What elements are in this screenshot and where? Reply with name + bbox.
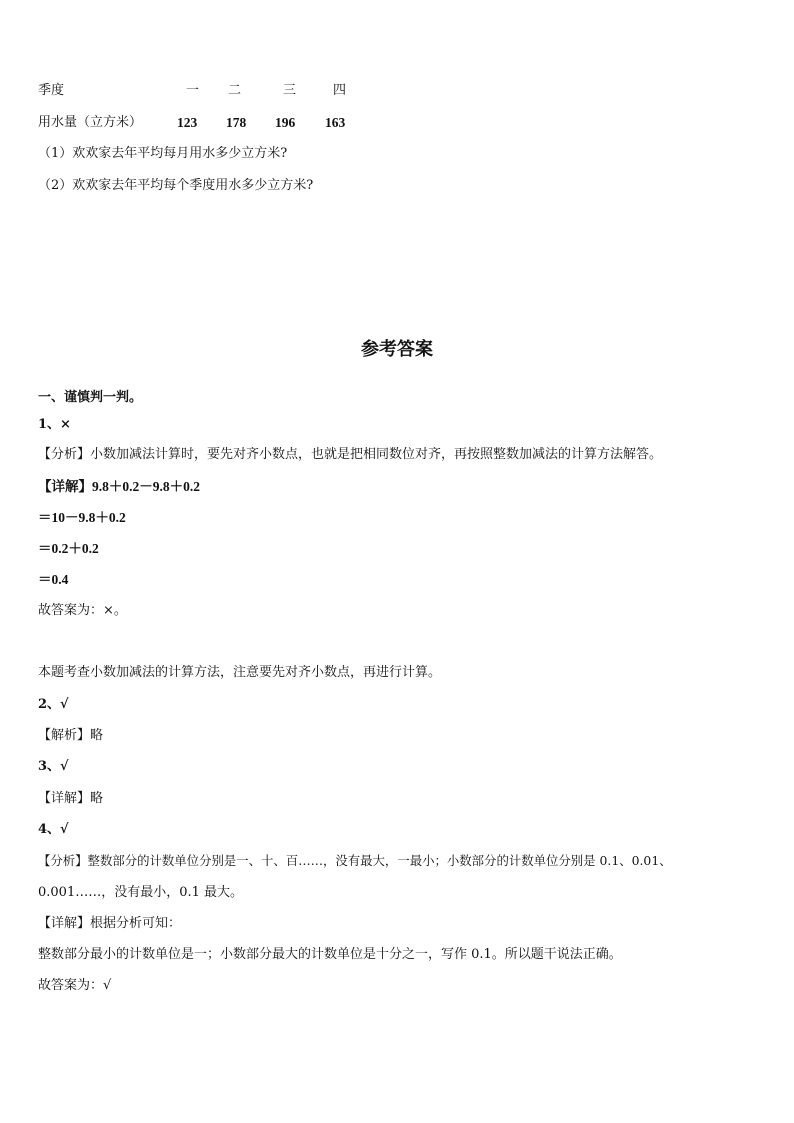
table-row1-label: 季度 [38, 83, 65, 98]
answer-1-step-1: ＝10－9.8＋0.2 [38, 510, 126, 525]
usage-q3: 196 [275, 115, 296, 130]
quarter-4: 四 [333, 83, 347, 98]
section-1-title: 一、谨慎判一判。 [38, 390, 143, 405]
answer-1-step-2: ＝0.2＋0.2 [38, 541, 99, 556]
answer-2-label: 2、√ [38, 697, 69, 712]
usage-q4: 163 [325, 115, 346, 130]
quarter-2: 二 [228, 83, 242, 98]
answer-4-conclusion: 故答案为：√ [38, 978, 112, 993]
answer-1-comment: 本题考查小数加减法的计算方法，注意要先对齐小数点，再进行计算。 [38, 665, 442, 680]
answer-4-detail: 【详解】根据分析可知： [38, 916, 182, 931]
answer-4-analysis-line-1: 【分析】整数部分的计数单位分别是一、十、百……，没有最大，一最小；小数部分的计数单位分别是 0.1、0.01、 [38, 853, 672, 868]
table-row2-label: 用水量（立方米） [38, 115, 143, 130]
quarter-1: 一 [186, 83, 200, 98]
usage-q2: 178 [226, 115, 247, 130]
answer-4-explanation: 整数部分最小的计数单位是一；小数部分最大的计数单位是十分之一，写作 0.1。所以题干说法正确。 [38, 947, 622, 962]
quarter-3: 三 [283, 83, 297, 98]
answer-2-detail: 【解析】略 [38, 728, 104, 743]
answer-1-step-3: ＝0.4 [38, 572, 69, 587]
usage-q1: 123 [177, 115, 198, 130]
answer-4-analysis-line-2: 0.001……，没有最小，0.1 最大。 [38, 885, 244, 900]
answer-title: 参考答案 [361, 339, 433, 360]
question-1: （1）欢欢家去年平均每月用水多少立方米? [38, 146, 288, 161]
answer-1-detail: 【详解】9.8＋0.2－9.8＋0.2 [38, 479, 200, 494]
question-2: （2）欢欢家去年平均每个季度用水多少立方米? [38, 178, 314, 193]
answer-3-label: 3、√ [38, 759, 69, 774]
answer-1-conclusion: 故答案为：×。 [38, 603, 127, 618]
answer-1-label: 1、× [38, 417, 71, 432]
answer-4-label: 4、√ [38, 822, 69, 837]
answer-1-analysis: 【分析】小数加减法计算时，要先对齐小数点，也就是把相同数位对齐，再按照整数加减法的计算方法解答。 [38, 447, 663, 462]
answer-3-detail: 【详解】略 [38, 791, 104, 806]
